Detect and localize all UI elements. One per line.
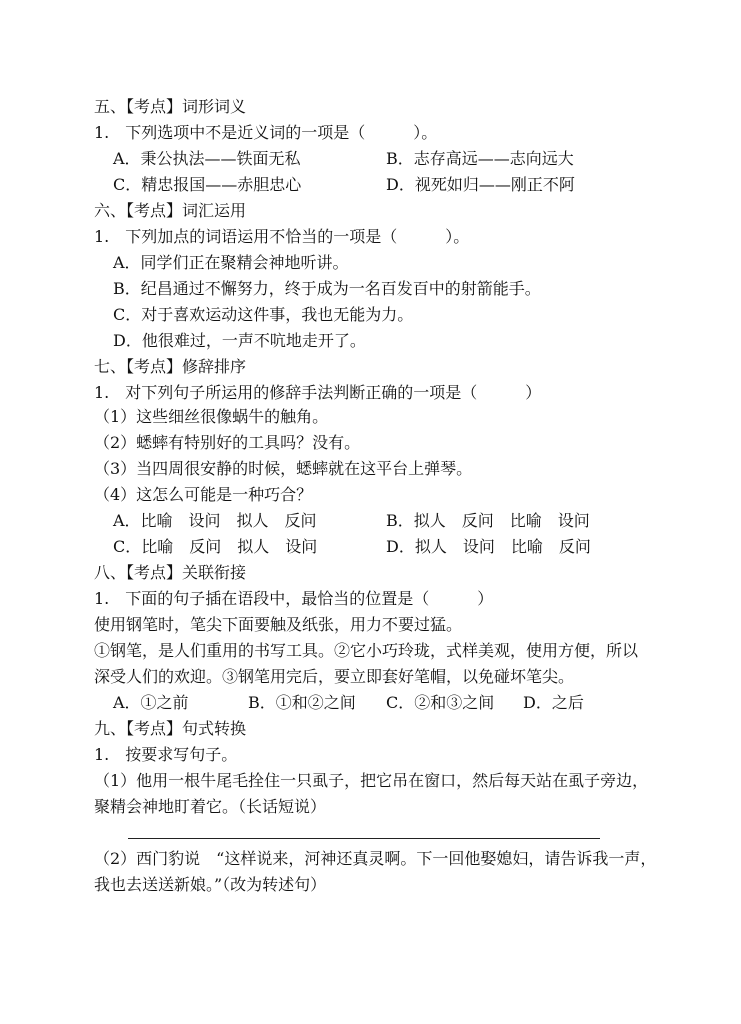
option-7-a: A．比喻 设问 拟人 反问 xyxy=(113,511,317,530)
passage-line-1: ①钢笔，是人们重用的书写工具。②它小巧玲珑，式样美观，使用方便，所以 xyxy=(94,641,639,660)
answer-blank-line[interactable] xyxy=(128,838,600,839)
option-6-c: C．对于喜欢运动这件事，我也无能为力。 xyxy=(113,305,414,324)
subquestion-9-2-line-1: （2）西门豹说 “这样说来，河神还真灵啊。下一回他娶媳妇，请告诉我一声， xyxy=(94,849,657,868)
section-6-heading: 六、【考点】词汇运用 xyxy=(94,201,247,220)
sentence-7-4: （4）这怎么可能是一种巧合？ xyxy=(94,485,313,504)
option-5-c: C．精忠报国——赤胆忠心 xyxy=(113,175,302,194)
option-5-a: A．秉公执法——铁面无私 xyxy=(113,149,301,168)
sentence-7-1: （1）这些细丝很像蜗牛的触角。 xyxy=(94,407,329,426)
question-9-1: 1. 按要求写句子。 xyxy=(94,745,238,764)
subquestion-9-2-line-2: 我也去送送新娘。”（改为转述句） xyxy=(94,875,327,894)
option-7-c: C．比喻 反问 拟人 设问 xyxy=(113,537,318,556)
option-7-b: B．拟人 反问 比喻 设问 xyxy=(386,511,590,530)
sentence-7-3: （3）当四周很安静的时候，蟋蟀就在这平台上弹琴。 xyxy=(94,459,473,478)
option-8-c: C．②和③之间 xyxy=(386,693,495,712)
section-5-heading: 五、【考点】词形词义 xyxy=(94,97,247,116)
section-9-heading: 九、【考点】句式转换 xyxy=(94,719,247,738)
option-6-b: B．纪昌通过不懈努力，终于成为一名百发百中的射箭能手。 xyxy=(113,279,541,298)
question-6-1: 1. 下列加点的词语运用不恰当的一项是（ ）。 xyxy=(94,227,470,246)
option-8-d: D．之后 xyxy=(523,693,584,712)
section-8-heading: 八、【考点】关联衔接 xyxy=(94,563,247,582)
sentence-7-2: （2）蟋蟀有特别好的工具吗？没有。 xyxy=(94,433,361,452)
option-6-a: A．同学们正在聚精会神地听讲。 xyxy=(113,253,349,272)
question-5-1: 1. 下列选项中不是近义词的一项是（ ）。 xyxy=(94,123,438,142)
passage-line-2: 深受人们的欢迎。③钢笔用完后，要立即套好笔帽，以免碰坏笔尖。 xyxy=(94,667,575,686)
subquestion-9-1-line-2: 聚精会神地盯着它。（长话短说） xyxy=(94,797,327,816)
option-5-b: B．志存高远——志向远大 xyxy=(386,149,574,168)
insert-sentence: 使用钢笔时，笔尖下面要触及纸张，用力不要过猛。 xyxy=(94,615,463,634)
option-8-b: B．①和②之间 xyxy=(248,693,356,712)
option-6-d: D．他很难过，一声不吭地走开了。 xyxy=(113,331,366,350)
question-7-1: 1. 对下列句子所运用的修辞手法判断正确的一项是（ ） xyxy=(94,383,542,402)
section-7-heading: 七、【考点】修辞排序 xyxy=(94,357,247,376)
subquestion-9-1-line-1: （1）他用一根牛尾毛拴住一只虱子，把它吊在窗口，然后每天站在虱子旁边， xyxy=(94,771,649,790)
option-8-a: A．①之前 xyxy=(113,693,189,712)
option-7-d: D．拟人 设问 比喻 反问 xyxy=(386,537,591,556)
question-8-1: 1. 下面的句子插在语段中，最恰当的位置是（ ） xyxy=(94,589,494,608)
option-5-d: D．视死如归——刚正不阿 xyxy=(386,175,575,194)
